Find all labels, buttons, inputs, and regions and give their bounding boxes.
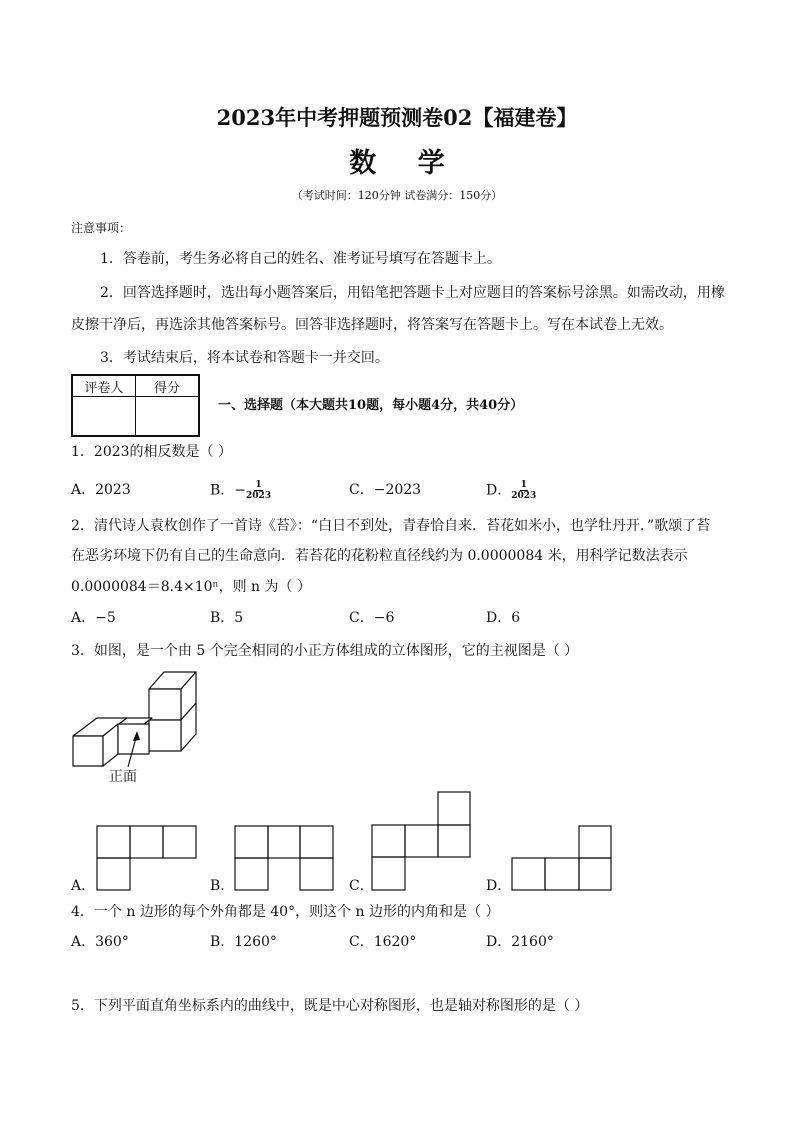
note-item-3: 3．考试结束后，将本试卷和答题卡一并交回。 xyxy=(100,350,389,366)
q2-line-3: 0.0000084＝8.4×10ⁿ，则 n 为（ ） xyxy=(71,579,311,595)
q3-option-a: A． xyxy=(71,878,96,894)
q1-option-a: A．2023 xyxy=(71,482,131,498)
q3-option-c: C． xyxy=(349,878,374,894)
note-item-1: 1．答卷前，考生务必将自己的姓名、准考证号填写在答题卡上。 xyxy=(100,251,501,267)
q3-option-d: D． xyxy=(486,878,512,894)
q1-option-d-denominator: 2023 xyxy=(511,491,537,501)
q3-option-d-figure xyxy=(512,826,611,890)
q5-stem: 5．下列平面直角坐标系内的曲线中，既是中心对称图形，也是轴对称图形的是（ ） xyxy=(71,998,589,1014)
q2-option-a: A．−5 xyxy=(71,610,116,626)
q2-line-1: 2．清代诗人袁枚创作了一首诗《苔》：“白日不到处，青春恰自来．苔花如米小，也学牡丹开．”歌颂了苔 xyxy=(71,518,711,534)
q3-option-a-figure xyxy=(97,826,196,890)
q3-stem: 3．如图，是一个由 5 个完全相同的小正方体组成的立体图形，它的主视图是（ ） xyxy=(71,643,579,659)
q4-option-d: D．2160° xyxy=(486,934,554,950)
q3-option-b: B． xyxy=(210,878,235,894)
q2-line-2: 在恶劣环境下仍有自己的生命意向．若苔花的花粉粒直径线约为 0.0000084 米，用科学记数法表示 xyxy=(71,548,688,564)
q1-option-b-prefix: B．− xyxy=(210,482,247,499)
notes-heading: 注意事项： xyxy=(71,221,132,235)
q1-option-d-numerator: 1 xyxy=(520,480,527,490)
q1-option-b-numerator: 1 xyxy=(255,480,262,490)
q4-option-c: C．1620° xyxy=(349,934,417,950)
q3-front-label: 正面 xyxy=(109,769,137,785)
q4-option-a: A．360° xyxy=(71,934,129,950)
q2-option-d: D．6 xyxy=(486,610,521,626)
note-item-2-line-2: 皮擦干净后，再选涂其他答案标号。回答非选择题时，将答案写在答题卡上。写在本试卷上无效。 xyxy=(71,317,673,333)
score-table-grader-header: 评卷人 xyxy=(72,375,136,397)
q1-option-c: C．−2023 xyxy=(349,482,422,498)
q3-option-b-figure xyxy=(235,826,333,890)
q4-option-b: B．1260° xyxy=(210,934,277,950)
q1-stem: 1．2023的相反数是（ ） xyxy=(71,444,232,460)
q4-stem: 4．一个 n 边形的每个外角都是 40°，则这个 n 边形的内角和是（ ） xyxy=(71,904,500,920)
exam-title: 2023年中考押题预测卷02【福建卷】 xyxy=(216,105,578,130)
section-1-heading: 一、选择题（本大题共10题，每小题4分，共40分） xyxy=(218,398,524,413)
q3-option-c-figure xyxy=(372,792,470,890)
q1-option-d-prefix: D． xyxy=(486,482,512,499)
q2-option-c: C．−6 xyxy=(349,610,395,626)
q2-option-b: B．5 xyxy=(210,610,244,626)
exam-info: （考试时间：120分钟 试卷满分：150分） xyxy=(291,189,503,202)
subject-title: 数 学 xyxy=(349,148,461,179)
score-table-score-header: 得分 xyxy=(136,375,200,397)
note-item-2-line-1: 2．回答选择题时，选出每小题答案后，用铅笔把答题卡上对应题目的答案标号涂黑。如需改动，用橡 xyxy=(100,285,725,301)
q1-option-b-denominator: 2023 xyxy=(246,491,272,501)
